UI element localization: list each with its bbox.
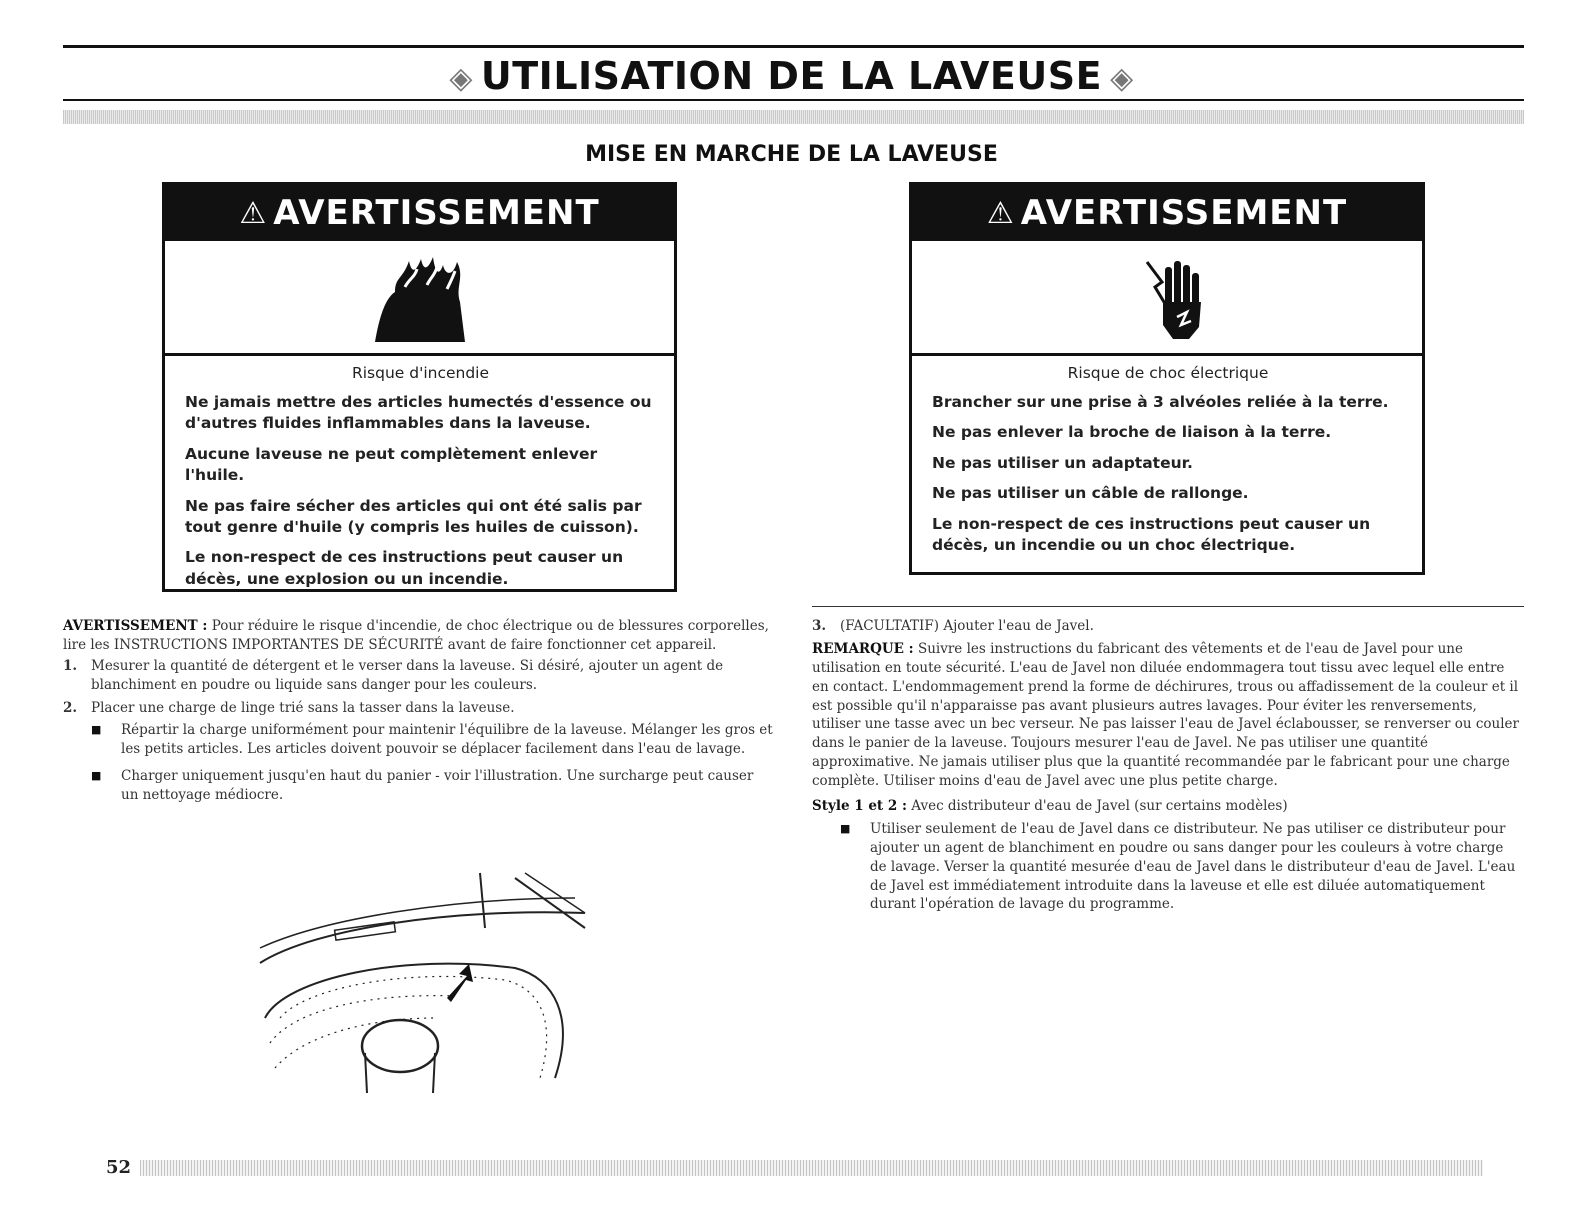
decorative-band [63, 110, 1524, 124]
right-column [812, 617, 1522, 922]
step-text: Mesurer la quantité de détergent et le verser dans la laveuse. Si désiré, ajouter un agent de blanchiment en poudre ou liquide sans danger pour les couleurs. [91, 657, 724, 693]
style-paragraph [812, 797, 1522, 816]
step-number: 2. [63, 699, 78, 716]
bullet-text: Charger uniquement jusqu'en haut du panier - voir l'illustration. Une surcharge peut causer un nettoyage médiocre. [121, 768, 754, 804]
diamond-icon: ◈ [449, 61, 473, 96]
electric-icon-panel [912, 241, 1422, 356]
warning-line: Ne pas faire sécher des articles qui ont été salis par tout genre d'huile (y compris les huiles de cuisson). [185, 496, 642, 536]
warning-header [165, 185, 674, 241]
warning-line: Ne pas utiliser un câble de rallonge. [932, 484, 1249, 503]
diamond-icon: ◈ [1110, 61, 1134, 96]
step-item [812, 617, 1522, 636]
top-rule [63, 45, 1524, 48]
warning-body [165, 356, 674, 590]
page-title-text: UTILISATION DE LA LAVEUSE [480, 54, 1103, 98]
warning-triangle-icon: ⚠ [239, 195, 268, 231]
left-column [63, 617, 775, 813]
warning-header-label: AVERTISSEMENT [273, 193, 600, 233]
fire-icon-panel [165, 241, 674, 356]
step-item [63, 657, 775, 695]
decorative-footer-band [140, 1160, 1483, 1176]
style-text: Avec distributeur d'eau de Javel (sur certains modèles) [911, 798, 1288, 815]
warning-line: Aucune laveuse ne peut complètement enlever l'huile. [185, 444, 598, 485]
step-number: 1. [63, 657, 78, 674]
intro-label: AVERTISSEMENT : [63, 618, 208, 634]
intro-paragraph [63, 617, 775, 655]
title-rule [63, 99, 1524, 101]
electric-shock-hand-icon [1117, 247, 1217, 347]
step-item [63, 699, 775, 718]
bullet-item [840, 820, 1522, 914]
bullet-square-icon: ■ [91, 769, 102, 783]
hazard-label: Risque de choc électrique [1067, 364, 1269, 382]
warning-header-label: AVERTISSEMENT [1020, 193, 1348, 233]
fire-warning-box [162, 182, 677, 592]
warning-line: Brancher sur une prise à 3 alvéoles reliée à la terre. [932, 393, 1389, 411]
warning-line: Le non-respect de ces instructions peut causer un décès, un incendie ou un choc électrique. [932, 514, 1371, 554]
step-text: (FACULTATIF) Ajouter l'eau de Javel. [840, 618, 1094, 634]
washer-basket-illustration [255, 868, 595, 1093]
bullet-item [91, 767, 775, 805]
section-title: MISE EN MARCHE DE LA LAVEUSE [585, 142, 998, 167]
step-text: Placer une charge de linge trié sans la tasser dans la laveuse. [91, 699, 515, 716]
warning-body [912, 356, 1422, 556]
bullet-text: Répartir la charge uniformément pour maintenir l'équilibre de la laveuse. Mélanger les gros et les petits articles. Les articles doivent pouvoir se déplacer facilement dans l'eau de lavage. [121, 722, 773, 758]
note-paragraph [812, 640, 1522, 791]
page-title [0, 54, 1583, 98]
hazard-label: Risque d'incendie [351, 364, 490, 382]
step-number: 3. [812, 618, 827, 634]
intro-text: Pour réduire le risque d'incendie, de choc électrique ou de blessures corporelles, lire les INSTRUCTIONS IMPORTANTES DE SÉCURITÉ avant de faire fonctionner cet appareil. [63, 618, 769, 653]
bullet-text: Utiliser seulement de l'eau de Javel dans ce distributeur. Ne pas utiliser ce distributeur pour ajouter un agent de blanchiment en poudre ou sans danger pour les couleurs à votre charge de lavage. Verser la quantité mesurée d'eau de Javel dans le distributeur d'eau de Javel. L'eau de Javel est immédiatement introduite dans la laveuse et elle est diluée automatiquement durant l'opération de lavage du programme. [870, 820, 1516, 913]
note-label: REMARQUE : [812, 640, 914, 657]
note-text: Suivre les instructions du fabricant des vêtements et de l'eau de Javel pour une utilisation en toute sécurité. L'eau de Javel non diluée endommagera tout tissu avec lequel elle entre en contact. L'endommagement prend la forme de déchirures, trous ou affadissement de la couleur et il est possible qu'il n'apparaisse pas avant plusieurs autres lavages. Pour éviter les renversements, utiliser une tasse avec un bec verseur. Ne pas laisser l'eau de Javel éclabousser, se renverser ou couler dans le panier de la laveuse. Toujours mesurer l'eau de Javel. Ne pas utiliser une quantité approximative. Ne jamais utiliser plus que la quantité recommandée par le fabricant pour une charge complète. Utiliser moins d'eau de Javel avec une plus petite charge. [812, 640, 1519, 790]
warning-line: Ne jamais mettre des articles humectés d'essence ou d'autres fluides inflammables dans la laveuse. [185, 393, 652, 433]
page-number: 52 [106, 1157, 132, 1178]
electric-warning-box [909, 182, 1425, 575]
bullet-square-icon: ■ [840, 821, 851, 835]
column-rule [812, 606, 1524, 607]
bullet-square-icon: ■ [91, 723, 102, 737]
warning-line: Ne pas enlever la broche de liaison à la terre. [932, 423, 1332, 442]
warning-triangle-icon: ⚠ [986, 195, 1015, 231]
fire-icon [365, 247, 475, 347]
warning-header [912, 185, 1422, 241]
warning-line: Le non-respect de ces instructions peut causer un décès, une explosion ou un incendie. [185, 548, 624, 588]
bullet-item [91, 721, 775, 759]
warning-line: Ne pas utiliser un adaptateur. [932, 453, 1193, 472]
style-label: Style 1 et 2 : [812, 798, 907, 815]
